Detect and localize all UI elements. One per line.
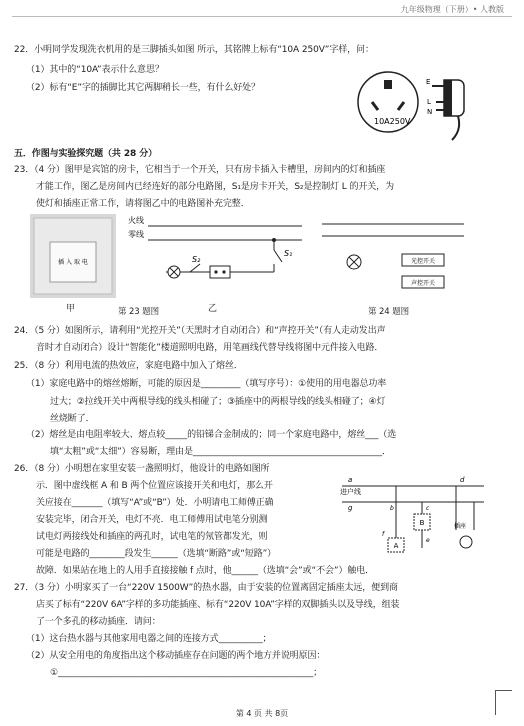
caption-q24: 第 24 题图 xyxy=(368,307,410,317)
q27-line5: （2）从安全用电的角度指出这个移动插座存在问题的两个地方并说明原因： xyxy=(26,651,326,661)
point-c: c xyxy=(426,505,430,512)
point-e: e xyxy=(426,537,430,544)
point-b: b xyxy=(390,505,394,512)
label-yi: 乙 xyxy=(208,304,217,314)
q25-line6: 填“太粗”或“太细”）容易断，理由是___________________________________________． xyxy=(50,447,391,457)
card-text: 插 入 取 电 xyxy=(58,259,88,266)
live-wire-label: 火线 xyxy=(128,216,144,225)
q22-stem: 22．小明同学发现洗衣机用的是三脚插头如图 所示，其铭牌上标有“10A 250V”字样，问： xyxy=(14,45,374,55)
s1-label: S₁ xyxy=(284,249,293,258)
q25-line3: 过大；②拉线开关中两根导线的线头相碰了；③插座中的两根导线的线头相碰了；④灯 xyxy=(50,397,386,407)
q25-line4: 丝烧断了． xyxy=(50,414,95,424)
earth-pin-hole xyxy=(384,80,392,89)
q25-line1: 25．（8 分）利用电流的热效应，家庭电路中加入了熔丝． xyxy=(14,361,243,371)
q26-line6: 可能是电路的________段发生______（选填“断路”或“短路”） xyxy=(36,549,277,559)
label-jia: 甲 xyxy=(66,304,75,314)
switch-s1 xyxy=(274,250,282,262)
s2-label: S₂ xyxy=(192,255,201,264)
section5-title: 五．作图与实验探究题（共 28 分） xyxy=(14,149,157,159)
box-a-label: A xyxy=(393,542,399,550)
q26-line4: 安装完毕，闭合开关，电灯不亮．电工师傅用试电笔分别测 xyxy=(36,515,268,525)
q24-line2: 音时才自动闭合）设计“智能化”楼道照明电路，用笔画线代替导线将图中元件接入电路． xyxy=(36,343,384,353)
q23-line3: 使灯和插座正常工作，请将图乙中的电路图补充完整． xyxy=(36,199,250,209)
point-d: d xyxy=(460,476,465,484)
caption-q23: 第 23 题图 xyxy=(118,307,160,317)
q25-line5: （2）熔丝是由电阻率较大、熔点较_____的铅锑合金制成的；同一个家庭电路中，熔丝___（选 xyxy=(26,430,397,440)
point-a: a xyxy=(348,476,353,484)
q27-line3: 了一个多孔的移动插座．请问： xyxy=(36,617,161,627)
sound-control-label: 声控开关 xyxy=(410,280,436,287)
page-number: 第 4 页 共 8页 xyxy=(235,709,289,718)
plug-grip xyxy=(444,80,452,116)
book-header: 九年级物理（下册）• 人教版 xyxy=(400,5,504,14)
pin-label-n: N xyxy=(427,108,433,116)
q23-line1: 23．（4 分）图甲是宾馆的房卡，它相当于一个开关，只有房卡插入卡槽里，房间内的灯和插座 xyxy=(14,165,386,175)
q25-line2: （1）家庭电路中的熔丝熔断，可能的原因是_________（填写序号）：①使用的用电器总功率 xyxy=(26,379,387,389)
crop-mark xyxy=(495,690,512,715)
circuit-diagram-q26 xyxy=(338,474,488,562)
q26-line2: 示．图中虚线框 A 和 B 两个位置应该接开关和电灯，那么开 xyxy=(36,481,273,491)
q26-line3: 关应接在_______（填写“A”或“B”）处．小明请电工师傅正确 xyxy=(36,498,274,508)
pin-label-l: L xyxy=(427,98,431,106)
q27-line4: （1）这台热水器与其他家用电器之间的连接方式__________； xyxy=(26,634,272,644)
socket-hole-right xyxy=(222,270,225,273)
q27-line1: 27．（3 分）小明家买了一台“220V 1500W”的热水器，由于安装的位置离固定插座太远，便到商 xyxy=(14,583,398,593)
q24-line1: 24．（5 分）如图所示，请利用“光控开关”（天黑时才自动闭合）和“声控开关”（有人走动发出声 xyxy=(14,326,386,336)
q22-sub2: （2）标有“E”字的插脚比其它两脚稍长一些，有什么好处？ xyxy=(26,83,260,93)
point-g: g xyxy=(348,504,353,512)
socket-symbol xyxy=(210,266,230,278)
pin-label-e: E xyxy=(426,78,431,86)
q27-line2: 店买了标有“220V 6A”字样的多功能插座、标有“220V 10A”字样的双脚插头以及导线，组装 xyxy=(36,600,400,610)
q26-line7: 故障．如果站在地上的人用手直接接触 f 点时，他______（选填“会”或“不会”）触电． xyxy=(36,566,375,576)
socket-label: 插座 xyxy=(454,523,467,530)
q23-line2: 才能工作，图乙是房间内已经连好的部分电路图，S₁是房卡开关，S₂是控制灯 L 的开关，为 xyxy=(36,182,394,192)
incoming-line-label: 进户线 xyxy=(340,488,361,496)
q26-socket-symbol xyxy=(460,536,472,548)
neutral-wire-label: 零线 xyxy=(128,230,144,239)
circuit-diagram-q24 xyxy=(318,214,468,298)
q22-sub1: （1）其中的“10A”表示什么意思？ xyxy=(26,65,164,75)
room-card-photo xyxy=(30,214,116,298)
circuit-diagram-yi xyxy=(126,214,306,298)
q26-line1: 26．（8 分）小明想在家里安装一盏照明灯，他设计的电路如图所 xyxy=(14,464,270,474)
point-f: f xyxy=(382,531,385,538)
plug-rating: 10A250V xyxy=(374,117,411,126)
socket-hole-left xyxy=(214,270,217,273)
q26-line5: 试电灯两接线处和插座的两孔时，试电笔的氖管都发光，则 xyxy=(36,532,268,542)
light-control-label: 光控开关 xyxy=(410,258,436,265)
box-b-label: B xyxy=(419,519,425,527)
switch-s2 xyxy=(190,264,200,272)
plug-cord xyxy=(452,116,459,140)
header-rule xyxy=(12,16,512,17)
q27-line6: ①__________________________________________________________； xyxy=(50,668,323,678)
plug-figure xyxy=(348,66,480,146)
